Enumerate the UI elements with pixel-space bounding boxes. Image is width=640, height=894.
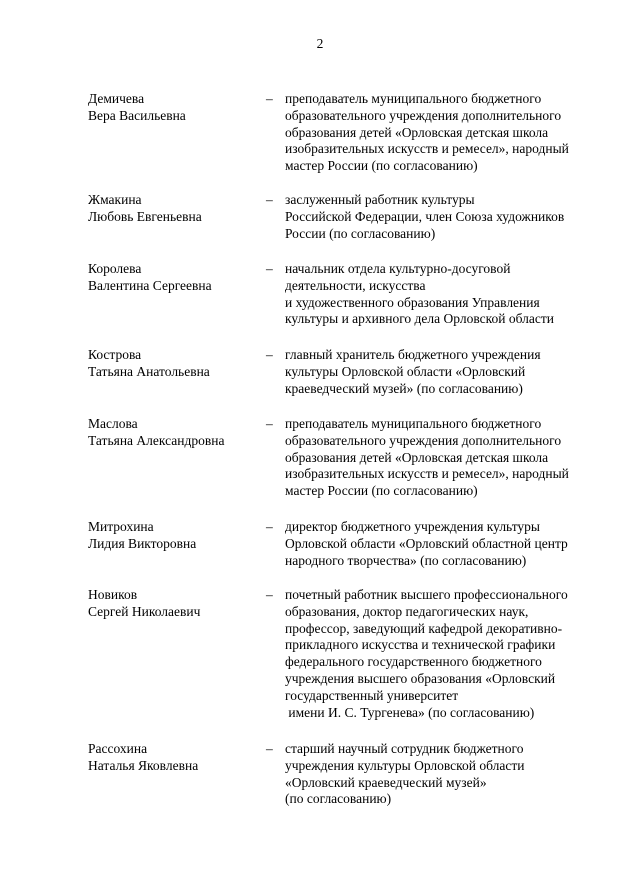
description-line: и художественного образования Управления — [285, 294, 540, 310]
description-line: России (по согласованию) — [285, 225, 436, 241]
member-surname: Новиков — [88, 587, 138, 602]
description-line: главный хранитель бюджетного учреждения — [285, 347, 541, 362]
description-line: (по согласованию) — [285, 791, 392, 807]
dash-separator: – — [266, 519, 273, 534]
member-given-names: Татьяна Александровна — [88, 432, 225, 448]
member-given-names: Сергей Николаевич — [88, 603, 201, 619]
description-line: изобразительных искусств и ремесел», народный — [285, 141, 569, 157]
description-line: деятельности, искусства — [285, 277, 426, 293]
description-line: прикладного искусства и технической графики — [285, 637, 556, 653]
description-line: образовательного учреждения дополнительного — [285, 432, 562, 448]
description-line: мастер России (по согласованию) — [285, 158, 478, 174]
member-given-names: Наталья Яковлевна — [88, 757, 199, 773]
member-name — [88, 91, 258, 125]
description-line: изобразительных искусств и ремесел», народный — [285, 466, 569, 482]
dash-separator: – — [266, 416, 273, 431]
member-given-names: Вера Васильевна — [88, 107, 186, 123]
description-line: образования детей «Орловская детская школа — [285, 449, 549, 465]
member-name — [88, 416, 258, 450]
description-line: образовательного учреждения дополнительного — [285, 107, 562, 123]
member-description — [285, 347, 607, 397]
member-description — [285, 741, 607, 808]
description-line: профессор, заведующий кафедрой декоративно- — [285, 620, 563, 636]
dash-separator: – — [266, 192, 273, 207]
description-line: имени И. С. Тургенева» (по согласованию) — [285, 704, 535, 720]
member-surname: Королева — [88, 261, 142, 276]
dash-separator: – — [266, 587, 273, 602]
member-given-names: Лидия Викторовна — [88, 535, 197, 551]
description-line: государственный университет — [285, 687, 459, 703]
member-given-names: Любовь Евгеньевна — [88, 208, 202, 224]
member-surname: Рассохина — [88, 741, 148, 756]
member-surname: Кострова — [88, 347, 142, 362]
description-line: начальник отдела культурно-досуговой — [285, 261, 511, 276]
description-line: учреждения культуры Орловской области — [285, 757, 525, 773]
member-description — [285, 519, 607, 569]
dash-separator: – — [266, 347, 273, 362]
member-surname: Демичева — [88, 91, 145, 106]
member-name — [88, 741, 258, 775]
description-line: федерального государственного бюджетного — [285, 654, 542, 670]
description-line: Орловской области «Орловский областной центр — [285, 535, 568, 551]
description-line: мастер России (по согласованию) — [285, 483, 478, 499]
description-line: директор бюджетного учреждения культуры — [285, 519, 540, 534]
member-name — [88, 192, 258, 226]
description-line: учреждения высшего образования «Орловский — [285, 670, 556, 686]
description-line: «Орловский краеведческий музей» — [285, 774, 487, 790]
member-surname: Жмакина — [88, 192, 142, 207]
description-line: народного творчества» (по согласованию) — [285, 552, 527, 568]
description-line: культуры Орловской области «Орловский — [285, 363, 526, 379]
page-number: 2 — [316, 36, 324, 51]
description-line: старший научный сотрудник бюджетного — [285, 741, 524, 756]
description-line: преподаватель муниципального бюджетного — [285, 91, 542, 106]
member-given-names: Татьяна Анатольевна — [88, 363, 210, 379]
member-name — [88, 587, 258, 621]
description-line: заслуженный работник культуры — [285, 192, 475, 207]
description-line: преподаватель муниципального бюджетного — [285, 416, 542, 431]
description-line: образования детей «Орловская детская школа — [285, 124, 549, 140]
description-line: культуры и архивного дела Орловской области — [285, 311, 554, 327]
dash-separator: – — [266, 91, 273, 106]
member-description — [285, 261, 607, 328]
dash-separator: – — [266, 261, 273, 276]
member-description — [285, 416, 607, 500]
member-name — [88, 261, 258, 295]
description-line: краеведческий музей» (по согласованию) — [285, 380, 523, 396]
description-line: Российской Федерации, член Союза художников — [285, 208, 565, 224]
dash-separator: – — [266, 741, 273, 756]
member-surname: Маслова — [88, 416, 138, 431]
member-name — [88, 347, 258, 381]
member-surname: Митрохина — [88, 519, 154, 534]
member-description — [285, 587, 607, 721]
member-given-names: Валентина Сергеевна — [88, 277, 212, 293]
description-line: образования, доктор педагогических наук, — [285, 603, 529, 619]
description-line: почетный работник высшего профессионального — [285, 587, 568, 602]
member-name — [88, 519, 258, 553]
member-description — [285, 91, 607, 175]
member-description — [285, 192, 607, 242]
